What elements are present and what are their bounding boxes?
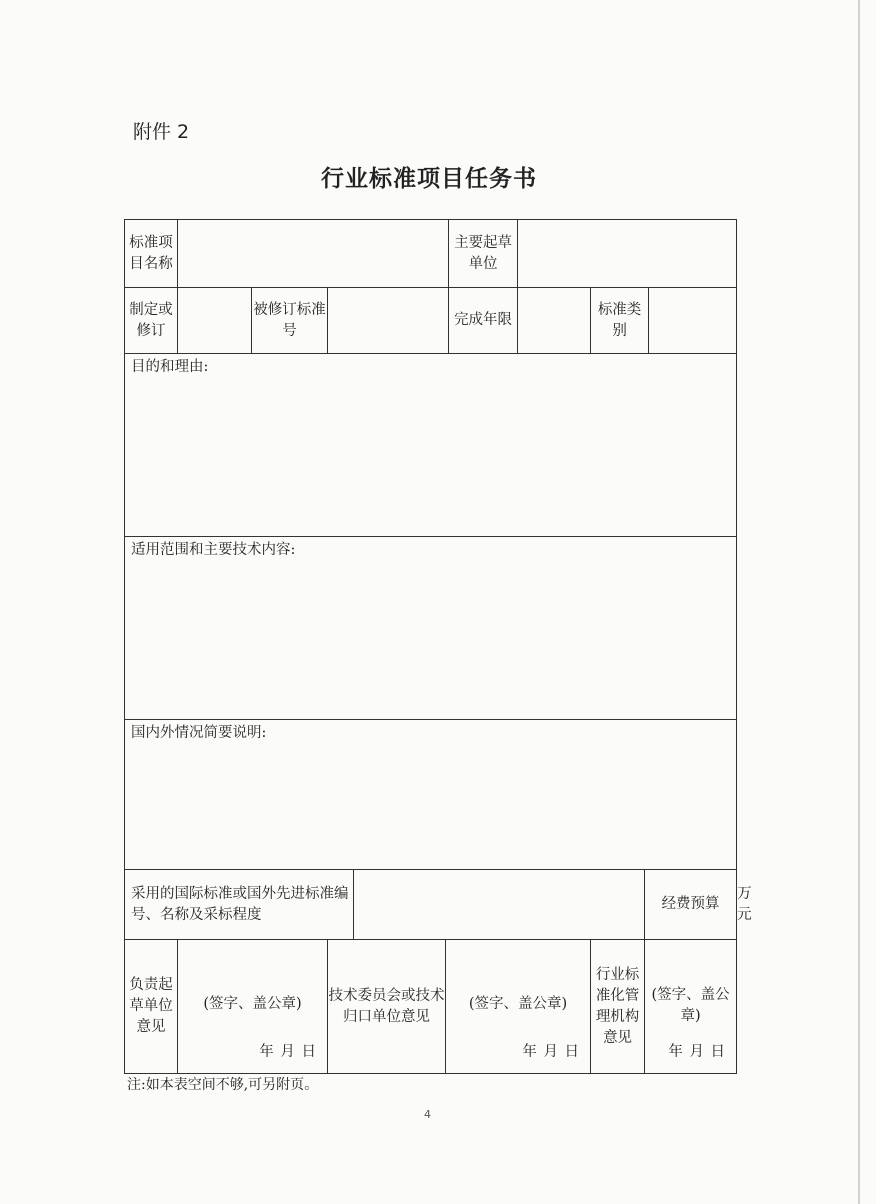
- authority-opinion-field[interactable]: [645, 940, 737, 1074]
- authority-date-text: 年 月 日: [668, 1044, 727, 1060]
- deadline-field[interactable]: [518, 288, 591, 354]
- purpose-section[interactable]: [125, 354, 737, 537]
- adoption-label: 采用的国际标准或国外先进标准编号、名称及采标程度: [125, 870, 354, 940]
- row-scope: [125, 537, 737, 720]
- drafter-field[interactable]: [518, 220, 737, 288]
- task-form-table: [124, 219, 752, 1074]
- attachment-label: 附件 2: [133, 121, 190, 143]
- row-adoption: 采用的国际标准或国外先进标准编号、名称及采标程度 经费预算 万元: [125, 870, 737, 940]
- deadline-label: 完成年限: [449, 288, 518, 354]
- row-status: [125, 720, 737, 870]
- row-type: [125, 288, 737, 354]
- adoption-field[interactable]: [354, 870, 645, 940]
- drafter-date-text: 年 月 日: [259, 1044, 317, 1060]
- category-field[interactable]: [649, 288, 737, 354]
- committee-stamp-text: (签字、盖公章): [468, 996, 568, 1012]
- status-label: 国内外情况简要说明:: [131, 725, 267, 741]
- scope-section[interactable]: [125, 537, 737, 720]
- scope-label: 适用范围和主要技术内容:: [131, 542, 296, 558]
- drafter-stamp-text: (签字、盖公章): [203, 996, 302, 1012]
- authority-stamp-text: (签字、盖公章): [651, 987, 730, 1024]
- row-opinions: [125, 940, 737, 1074]
- page-edge: [858, 0, 860, 1204]
- status-section[interactable]: [125, 720, 737, 870]
- authority-opinion-label: 行业标准化管理机构意见: [591, 940, 645, 1074]
- purpose-label: 目的和理由:: [131, 359, 209, 375]
- category-label: 标准类别: [591, 288, 649, 354]
- drafter-opinion-field[interactable]: [178, 940, 328, 1074]
- type-label: 制定或修订: [125, 288, 178, 354]
- committee-date-text: 年 月 日: [522, 1044, 581, 1060]
- drafter-label: 主要起草单位: [449, 220, 518, 288]
- committee-opinion-field[interactable]: [446, 940, 591, 1074]
- row-project-name: [125, 220, 737, 288]
- revised-standard-field[interactable]: [328, 288, 449, 354]
- committee-opinion-label: 技术委员会或技术归口单位意见: [328, 940, 446, 1074]
- revised-standard-label: 被修订标准号: [252, 288, 328, 354]
- type-field[interactable]: [178, 288, 252, 354]
- budget-label: 经费预算: [645, 870, 737, 940]
- project-name-label: 标准项目名称: [125, 220, 178, 288]
- drafter-opinion-label: 负责起草单位意见: [125, 940, 178, 1074]
- footnote: 注:如本表空间不够,可另附页。: [127, 1077, 319, 1093]
- project-name-field[interactable]: [178, 220, 449, 288]
- page-title: 行业标准项目任务书: [321, 165, 537, 192]
- page-number: 4: [424, 1108, 431, 1121]
- row-purpose: [125, 354, 737, 537]
